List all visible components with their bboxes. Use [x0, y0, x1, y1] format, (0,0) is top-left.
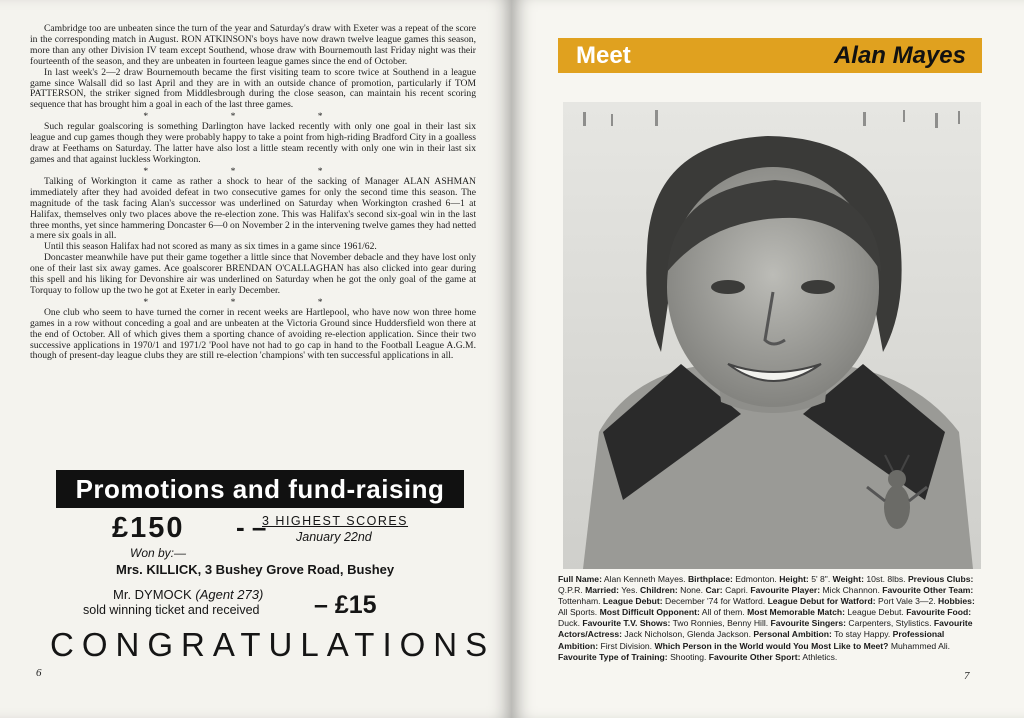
agent-prize-amount: – £15: [314, 591, 377, 619]
won-by-label: Won by:—: [130, 546, 187, 560]
profile-value: Tottenham.: [558, 596, 601, 607]
article-paragraph: Until this season Halifax had not scored as many as six times in a game since 1961/62.: [44, 241, 377, 253]
player-photo: [563, 102, 981, 569]
profile-value: To stay Happy.: [834, 629, 891, 640]
meet-word: Meet: [576, 42, 631, 69]
congratulations-heading: CONGRATULATIONS: [50, 626, 496, 663]
profile-value: 5' 8".: [811, 574, 831, 584]
profile-entry: [753, 629, 892, 639]
profile-entry: [750, 585, 882, 595]
profile-entry: [582, 618, 770, 628]
profile-value: Alan Kenneth Mayes.: [603, 574, 686, 584]
page-number-right: 7: [964, 670, 970, 682]
profile-entry: [558, 574, 688, 584]
portrait-illustration: [563, 102, 981, 569]
article-paragraph: Doncaster meanwhile have put their game together a little since that November debacle and they have lost only one of their last six away games. Ace goalscorer BRENDAN O'CALLAGHAN has also clicked into gear during this spell and his liking for Devonshire air was underlined on Saturday when he got the only goal of the game at Torquay to follow up the two he got at Exeter in early December.: [30, 252, 476, 296]
prize-amount: £150: [112, 512, 185, 544]
profile-label: Favourite Other Sport:: [708, 651, 801, 662]
profile-value: Capri.: [725, 585, 748, 596]
winner-name-address: Mrs. KILLICK, 3 Bushey Grove Road, Bushey: [116, 562, 395, 577]
profile-value: Edmonton.: [735, 574, 777, 584]
profile-value: League Debut.: [847, 607, 904, 618]
article-separator: * * *: [143, 296, 363, 308]
profile-label: Car:: [705, 585, 723, 596]
article-paragraph: One club who seem to have turned the corner in recent weeks are Hartlepool, who have now won three home games in a row without conceding a goal and are unbeaten at the Victoria Ground since Huddersfield won there at the end of October. All of which gives them a sporting chance of avoiding re-election application. Since their two successive applications in 1970/1 and 1971/2 'Pool have not had to go cap in hand to the Football League A.G.M. though of present-day league clubs they are still re-election 'champions' with ten successful applications in all.: [30, 306, 476, 362]
profile-label: Weight:: [832, 574, 864, 584]
profile-label: Full Name:: [558, 574, 602, 584]
profile-label: Favourite T.V. Shows:: [582, 618, 671, 629]
profile-label: Married:: [585, 585, 619, 596]
scores-date: January 22nd: [296, 530, 372, 544]
profile-value: Jack Nicholson, Glenda Jackson.: [624, 629, 751, 640]
profile-label: Most Memorable Match:: [747, 607, 846, 618]
article-separator: * * *: [143, 111, 363, 123]
profile-value: Carpenters, Stylistics.: [848, 618, 932, 629]
profile-entry: [585, 585, 640, 595]
agent-name: Mr. DYMOCK: [113, 587, 192, 602]
profile-entry: [771, 618, 934, 628]
profile-value: All of them.: [701, 607, 745, 618]
profile-entry: [603, 596, 768, 606]
profile-label: Favourite Player:: [750, 585, 821, 596]
agent-line: [113, 587, 263, 602]
agent-number: (Agent 273): [195, 587, 264, 602]
profile-label: Favourite Type of Training:: [558, 651, 668, 662]
profile-label: Children:: [640, 585, 678, 596]
article-paragraph: Such regular goalscoring is something Darlington have lacked recently with only one goal in their last six league and cup games though they were probably happy to take a point from high-riding Bradford City in a goalless draw at Feethams on Saturday. The latter have also lost a little steam recently with only one win in their last six games and that against luckless Workington.: [30, 121, 476, 165]
profile-label: Which Person in the World would You Most Like to Meet?: [654, 640, 889, 651]
profile-value: Yes.: [621, 585, 638, 596]
profile-label: Favourite Other Team:: [882, 585, 974, 596]
profile-label: Favourite Singers:: [770, 618, 846, 629]
article-paragraph: Cambridge too are unbeaten since the turn of the year and Saturday's draw with Exeter was a repeat of the score in the corresponding match in August. RON ATKINSON's boys have now drawn twelve league games this season, more than any other Division IV team except Southend, whose draw with Bournemouth last Friday night was their fourteenth of the season, and they are unbeaten in fourteen league games since the end of October.: [30, 23, 476, 67]
profile-entry: [709, 652, 837, 662]
profile-value: First Division.: [600, 640, 653, 651]
article-paragraph: In last week's 2—2 draw Bournemouth became the first visiting team to score twice at Southend in a league game since Walsall did so last April and they are in with an outside chance of promotion, particularly if TOM PATTERSON, the striker signed from Middlesbrough during the close season, can maintain his recent scoring sequence that has brought him a goal in each of the last three games.: [30, 66, 476, 111]
article-text: [30, 24, 476, 362]
meet-banner: [558, 38, 982, 73]
profile-value: None.: [680, 585, 704, 596]
profile-entry: [688, 574, 779, 584]
profile-entry: [558, 652, 709, 662]
profile-label: Hobbies:: [938, 596, 975, 607]
agent-received-line: sold winning ticket and received: [83, 603, 260, 617]
profile-entry: [768, 596, 938, 606]
profile-value: Muhammed Ali.: [890, 640, 951, 651]
profile-value: Two Ronnies, Benny Hill.: [672, 618, 769, 629]
profile-value: December '74 for Watford.: [664, 596, 766, 607]
profile-entry: [779, 574, 832, 584]
profile-label: Favourite Food:: [906, 607, 972, 618]
profile-label: Personal Ambition:: [753, 629, 832, 640]
profile-label: Most Difficult Opponent:: [599, 607, 700, 618]
profile-label: Birthplace:: [687, 574, 733, 584]
profile-value: Q.P.R.: [558, 585, 583, 596]
promotions-banner: Promotions and fund-raising: [56, 470, 464, 508]
prize-dash: - –: [236, 512, 267, 542]
profile-label: League Debut:: [602, 596, 663, 607]
profile-value: All Sports.: [558, 607, 598, 618]
profile-entry: [640, 585, 705, 595]
article-paragraph: Talking of Workington it came as rather a shock to hear of the sacking of Manager ALAN ASHMAN immediately after they had avoided defeat in two consecutive games for only the second time this season. The magnitude of the task facing Alan's successor was underlined on Saturday when Workington crashed 6—1 at Halifax, themselves only two places above the re-election zone. This was Halifax's second six-goal win in the last three months, yet since hammering Doncaster 6—0 on November 2 in the intervening twelve games they had netted a mere six goals in all.: [30, 175, 476, 242]
highest-scores-title: 3 HIGHEST SCORES: [262, 514, 409, 528]
player-profile: [558, 574, 986, 663]
profile-entry: [747, 607, 906, 617]
profile-entry: [654, 641, 950, 651]
profile-label: Height:: [779, 574, 809, 584]
page-number-left: 6: [36, 667, 42, 679]
profile-value: Athletics.: [802, 651, 838, 662]
player-name-heading: Alan Mayes: [833, 42, 966, 69]
profile-entry: [833, 574, 908, 584]
profile-label: Previous Clubs:: [907, 574, 974, 584]
profile-entry: [600, 607, 748, 617]
right-page: [512, 0, 1024, 718]
profile-label: League Debut for Watford:: [767, 596, 876, 607]
profile-value: 10st. 8lbs.: [866, 574, 906, 584]
profile-label: Favourite Actors/Actress:: [558, 618, 973, 640]
profile-value: Shooting.: [670, 651, 707, 662]
profile-entry: [705, 585, 750, 595]
profile-label: Professional Ambition:: [558, 629, 945, 651]
profile-value: Port Vale 3—2.: [878, 596, 936, 607]
article-separator: * * *: [143, 165, 363, 177]
profile-value: Mick Channon.: [822, 585, 880, 596]
profile-value: Duck.: [558, 618, 580, 629]
